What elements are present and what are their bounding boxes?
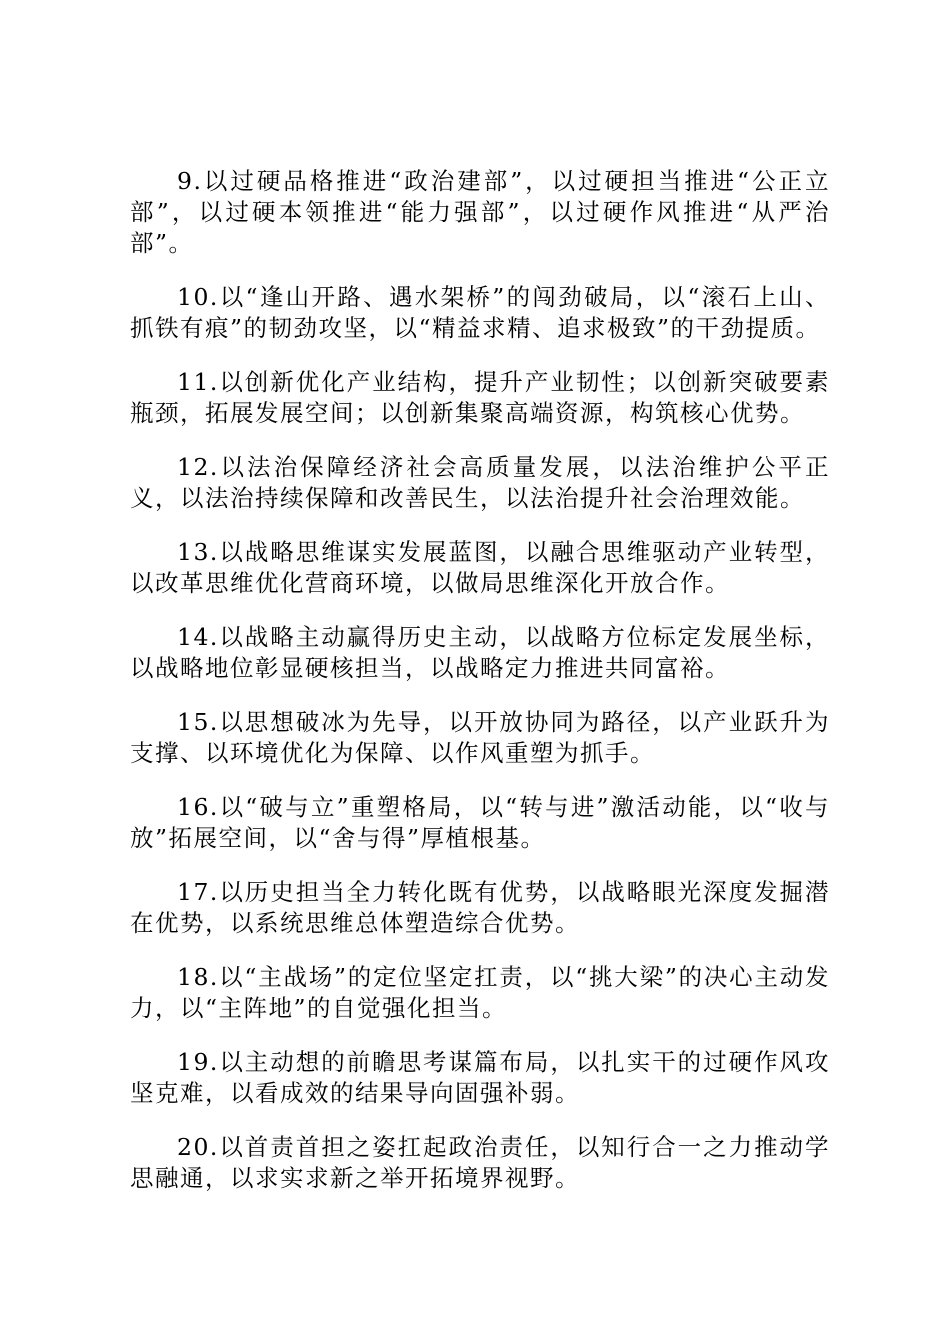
list-item-9: 9.以过硬品格推进“政治建部”，以过硬担当推进“公正立部”，以过硬本领推进“能力强部”，以过硬作风推进“从严治部”。 xyxy=(130,167,830,257)
list-item-20: 20.以首责首担之姿扛起政治责任，以知行合一之力推动学思融通，以求实求新之举开拓境界视野。 xyxy=(130,1133,830,1192)
list-item-18: 18.以“主战场”的定位坚定扛责，以“挑大梁”的决心主动发力，以“主阵地”的自觉强化担当。 xyxy=(130,963,830,1022)
list-item-14: 14.以战略主动赢得历史主动，以战略方位标定发展坐标，以战略地位彰显硬核担当，以战略定力推进共同富裕。 xyxy=(130,623,830,682)
list-item-10: 10.以“逢山开路、遇水架桥”的闯劲破局，以“滚石上山、抓铁有痕”的韧劲攻坚，以“精益求精、追求极致”的干劲提质。 xyxy=(130,283,830,342)
list-item-15: 15.以思想破冰为先导，以开放协同为路径，以产业跃升为支撑、以环境优化为保障、以作风重塑为抓手。 xyxy=(130,708,830,767)
list-item-13: 13.以战略思维谋实发展蓝图，以融合思维驱动产业转型，以改革思维优化营商环境，以做局思维深化开放合作。 xyxy=(130,538,830,597)
list-item-16: 16.以“破与立”重塑格局，以“转与进”激活动能，以“收与放”拓展空间，以“舍与得”厚植根基。 xyxy=(130,793,830,852)
list-item-11: 11.以创新优化产业结构，提升产业韧性；以创新突破要素瓶颈，拓展发展空间；以创新集聚高端资源，构筑核心优势。 xyxy=(130,368,830,427)
list-item-19: 19.以主动想的前瞻思考谋篇布局，以扎实干的过硬作风攻坚克难，以看成效的结果导向固强补弱。 xyxy=(130,1048,830,1107)
list-item-17: 17.以历史担当全力转化既有优势，以战略眼光深度发掘潜在优势，以系统思维总体塑造综合优势。 xyxy=(130,878,830,937)
list-item-12: 12.以法治保障经济社会高质量发展，以法治维护公平正义，以法治持续保障和改善民生，以法治提升社会治理效能。 xyxy=(130,453,830,512)
document-body xyxy=(130,166,830,1217)
